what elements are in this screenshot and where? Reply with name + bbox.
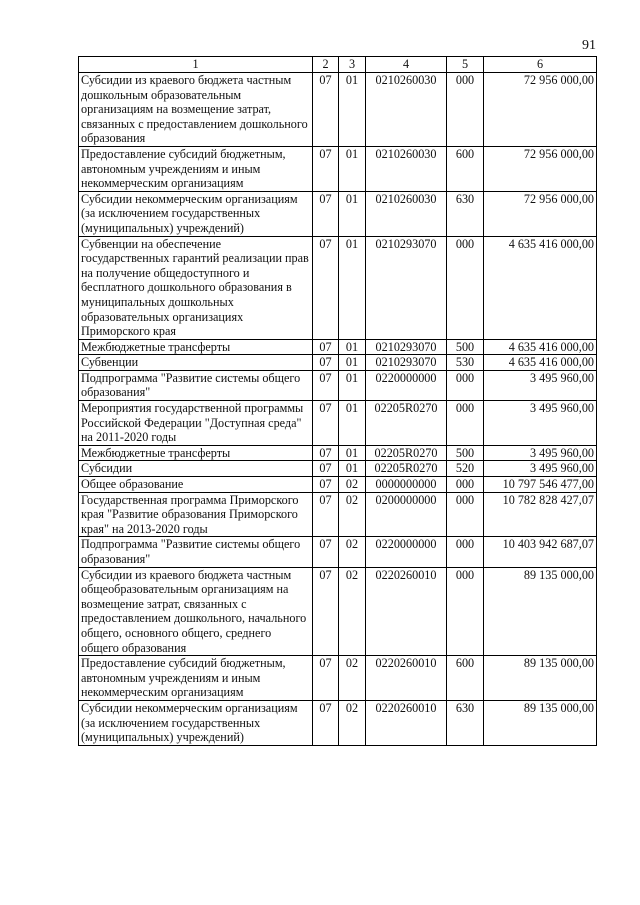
item-name: Мероприятия государственной программы Российской Федерации "Доступная среда" на 2011-2020 годы <box>79 401 313 446</box>
subsection-code: 01 <box>339 236 366 339</box>
header-col-4: 4 <box>366 57 447 73</box>
section-code: 07 <box>313 445 339 461</box>
table-row <box>79 236 597 339</box>
amount-value: 72 956 000,00 <box>484 73 597 147</box>
amount-value: 4 635 416 000,00 <box>484 339 597 355</box>
amount-value: 3 495 960,00 <box>484 445 597 461</box>
target-article-code: 0220260010 <box>366 700 447 745</box>
table-row <box>79 537 597 567</box>
amount-value: 4 635 416 000,00 <box>484 236 597 339</box>
expense-type-code: 000 <box>447 477 484 493</box>
item-name: Субвенции <box>79 355 313 371</box>
subsection-code: 01 <box>339 355 366 371</box>
expense-type-code: 600 <box>447 656 484 701</box>
section-code: 07 <box>313 355 339 371</box>
expense-type-code: 500 <box>447 339 484 355</box>
target-article-code: 02205R0270 <box>366 401 447 446</box>
section-code: 07 <box>313 191 339 236</box>
table-row <box>79 492 597 537</box>
header-col-1: 1 <box>79 57 313 73</box>
table-row <box>79 370 597 400</box>
table-row <box>79 656 597 701</box>
subsection-code: 01 <box>339 146 366 191</box>
expense-type-code: 000 <box>447 236 484 339</box>
expense-type-code: 000 <box>447 567 484 656</box>
amount-value: 3 495 960,00 <box>484 461 597 477</box>
expense-type-code: 530 <box>447 355 484 371</box>
target-article-code: 0220000000 <box>366 537 447 567</box>
expense-type-code: 000 <box>447 73 484 147</box>
amount-value: 89 135 000,00 <box>484 567 597 656</box>
section-code: 07 <box>313 401 339 446</box>
item-name: Предоставление субсидий бюджетным, автономным учреждениям и иным некоммерческим организациям <box>79 656 313 701</box>
subsection-code: 02 <box>339 656 366 701</box>
subsection-code: 01 <box>339 461 366 477</box>
subsection-code: 01 <box>339 370 366 400</box>
item-name: Подпрограмма "Развитие системы общего образования" <box>79 370 313 400</box>
section-code: 07 <box>313 700 339 745</box>
amount-value: 10 782 828 427,07 <box>484 492 597 537</box>
subsection-code: 02 <box>339 537 366 567</box>
subsection-code: 01 <box>339 191 366 236</box>
target-article-code: 0210293070 <box>366 339 447 355</box>
item-name: Межбюджетные трансферты <box>79 445 313 461</box>
amount-value: 72 956 000,00 <box>484 146 597 191</box>
section-code: 07 <box>313 370 339 400</box>
target-article-code: 0210260030 <box>366 146 447 191</box>
item-name: Общее образование <box>79 477 313 493</box>
section-code: 07 <box>313 146 339 191</box>
item-name: Межбюджетные трансферты <box>79 339 313 355</box>
subsection-code: 02 <box>339 567 366 656</box>
subsection-code: 01 <box>339 401 366 446</box>
item-name: Субсидии из краевого бюджета частным дошкольным образовательным организациям на возмещение затрат, связанных с предоставлением дошкольного образования <box>79 73 313 147</box>
table-row <box>79 191 597 236</box>
target-article-code: 0220260010 <box>366 656 447 701</box>
header-col-2: 2 <box>313 57 339 73</box>
table-row <box>79 73 597 147</box>
page-number: 91 <box>582 38 596 53</box>
expense-type-code: 630 <box>447 700 484 745</box>
amount-value: 3 495 960,00 <box>484 370 597 400</box>
section-code: 07 <box>313 567 339 656</box>
target-article-code: 0000000000 <box>366 477 447 493</box>
section-code: 07 <box>313 73 339 147</box>
item-name: Субсидии некоммерческим организациям (за исключением государственных (муниципальных) учреждений) <box>79 191 313 236</box>
expense-type-code: 000 <box>447 492 484 537</box>
item-name: Предоставление субсидий бюджетным, автономным учреждениям и иным некоммерческим организациям <box>79 146 313 191</box>
table-row <box>79 461 597 477</box>
table-row <box>79 146 597 191</box>
amount-value: 72 956 000,00 <box>484 191 597 236</box>
table-row <box>79 445 597 461</box>
target-article-code: 02205R0270 <box>366 461 447 477</box>
target-article-code: 0210260030 <box>366 73 447 147</box>
amount-value: 3 495 960,00 <box>484 401 597 446</box>
table-row <box>79 567 597 656</box>
expense-type-code: 000 <box>447 370 484 400</box>
item-name: Государственная программа Приморского края "Развитие образования Приморского края" на 2013-2020 годы <box>79 492 313 537</box>
section-code: 07 <box>313 477 339 493</box>
table-row <box>79 700 597 745</box>
subsection-code: 01 <box>339 445 366 461</box>
amount-value: 89 135 000,00 <box>484 700 597 745</box>
expense-type-code: 000 <box>447 537 484 567</box>
amount-value: 89 135 000,00 <box>484 656 597 701</box>
section-code: 07 <box>313 537 339 567</box>
amount-value: 10 797 546 477,00 <box>484 477 597 493</box>
header-col-6: 6 <box>484 57 597 73</box>
expense-type-code: 600 <box>447 146 484 191</box>
table-row <box>79 339 597 355</box>
section-code: 07 <box>313 492 339 537</box>
subsection-code: 02 <box>339 700 366 745</box>
section-code: 07 <box>313 656 339 701</box>
header-col-3: 3 <box>339 57 366 73</box>
section-code: 07 <box>313 339 339 355</box>
target-article-code: 0200000000 <box>366 492 447 537</box>
item-name: Подпрограмма "Развитие системы общего образования" <box>79 537 313 567</box>
expense-type-code: 000 <box>447 401 484 446</box>
target-article-code: 0210293070 <box>366 236 447 339</box>
expense-type-code: 500 <box>447 445 484 461</box>
item-name: Субсидии из краевого бюджета частным общеобразовательным организациям на возмещение затрат, связанных с предоставлением дошкольного, начального общего, основного общего, среднего общего образования <box>79 567 313 656</box>
subsection-code: 02 <box>339 492 366 537</box>
expense-type-code: 630 <box>447 191 484 236</box>
subsection-code: 01 <box>339 73 366 147</box>
item-name: Субсидии некоммерческим организациям (за исключением государственных (муниципальных) учреждений) <box>79 700 313 745</box>
section-code: 07 <box>313 236 339 339</box>
amount-value: 4 635 416 000,00 <box>484 355 597 371</box>
target-article-code: 0220000000 <box>366 370 447 400</box>
item-name: Субсидии <box>79 461 313 477</box>
section-code: 07 <box>313 461 339 477</box>
table-row <box>79 477 597 493</box>
amount-value: 10 403 942 687,07 <box>484 537 597 567</box>
expense-type-code: 520 <box>447 461 484 477</box>
target-article-code: 0220260010 <box>366 567 447 656</box>
target-article-code: 0210293070 <box>366 355 447 371</box>
target-article-code: 0210260030 <box>366 191 447 236</box>
target-article-code: 02205R0270 <box>366 445 447 461</box>
budget-table <box>78 56 597 746</box>
table-row <box>79 355 597 371</box>
item-name: Субвенции на обеспечение государственных гарантий реализации прав на получение общедоступного и бесплатного дошкольного образования в муниципальных дошкольных образовательных организациях Приморского края <box>79 236 313 339</box>
header-col-5: 5 <box>447 57 484 73</box>
header-row <box>79 57 597 73</box>
table-row <box>79 401 597 446</box>
subsection-code: 02 <box>339 477 366 493</box>
subsection-code: 01 <box>339 339 366 355</box>
